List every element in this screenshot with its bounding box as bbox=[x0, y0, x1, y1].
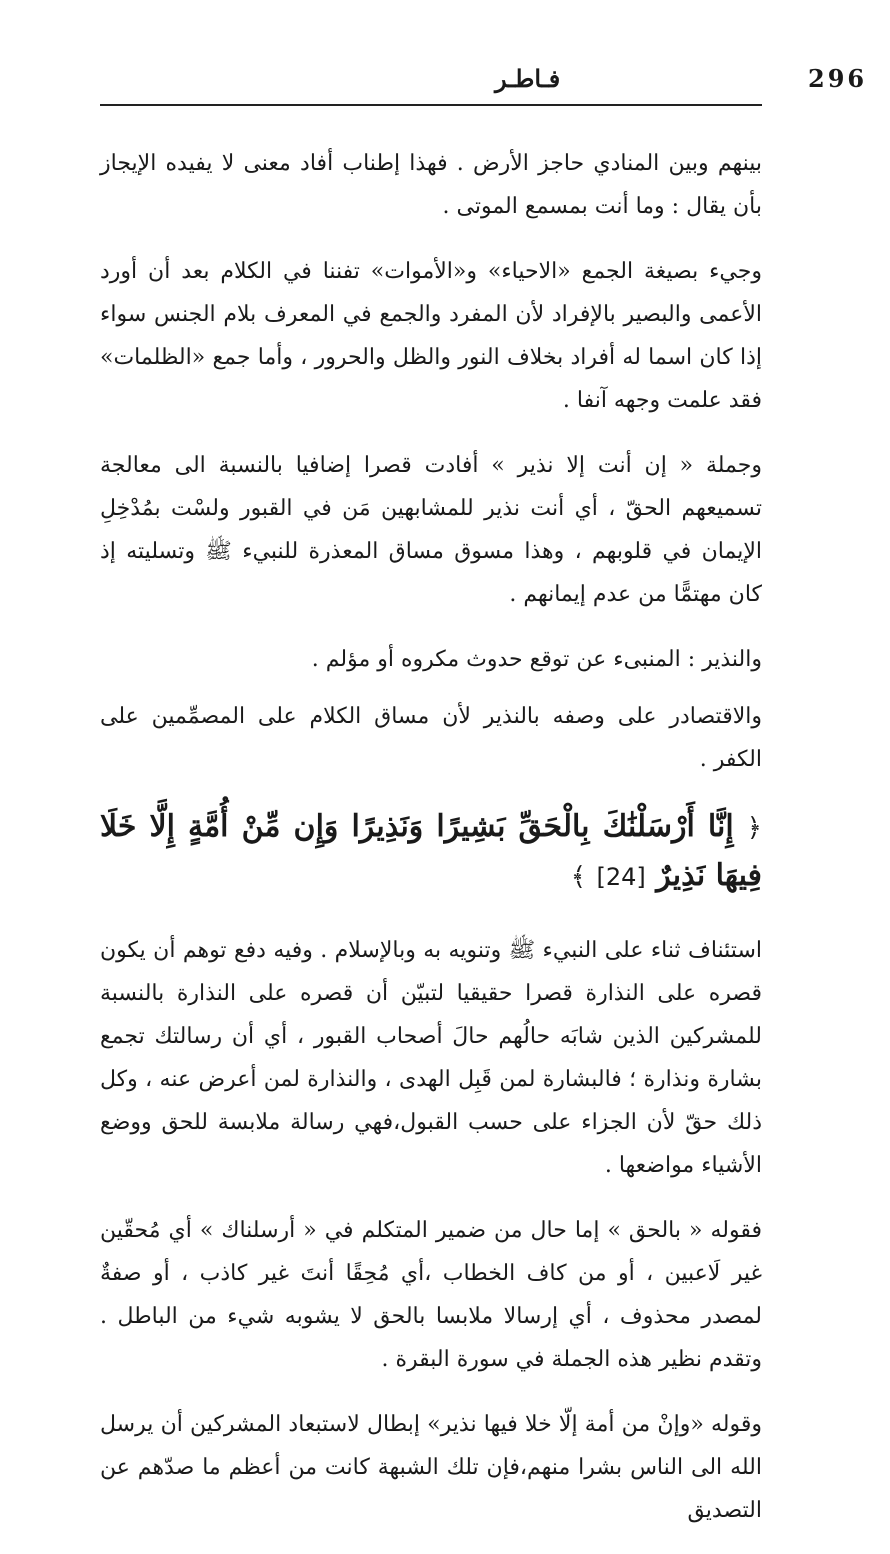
quran-verse bbox=[100, 803, 762, 901]
page-header bbox=[100, 58, 868, 106]
paragraph: وجيء بصيغة الجمع «الاحياء» و«الأموات» تفننا في الكلام بعد أن أورد الأعمى والبصير بالإفراد لأن المفرد والجمع في المعرف بلام الجنس سواء إذا كان اسما له أفراد بخلاف النور والظل والحرور ، وأما جمع «الظلمات» فقد علمت وجهه آنفا . bbox=[100, 259, 762, 413]
paragraph: استئناف ثناء على النبيء ﷺ وتنويه به وبالإسلام . وفيه دفع توهم أن يكون قصره على النذارة قصرا حقيقيا لتبيّن أن قصره على النذارة بالنسبة للمشركين الذين شابَه حالُهم حالَ أصحاب القبور ، أي أن رسالتك تجمع بشارة ونذارة ؛ فالبشارة لمن قَبِل الهدى ، والنذارة لمن أعرض عنه ، وكل ذلك حقّ لأن الجزاء على حسب القبول،فهي رسالة ملابسة للحق ووضع الأشياء مواضعها . bbox=[100, 938, 762, 1178]
verse-close-ornament: ﴾ bbox=[570, 862, 586, 892]
paragraph: والنذير : المنبىء عن توقع حدوث مكروه أو مؤلم . bbox=[311, 647, 762, 672]
page-body bbox=[100, 142, 762, 1554]
verse-text: إِنَّا أَرْسَلْنَٰكَ بِالْحَقِّ بَشِيرًا وَنَذِيرًا وَإِن مِّنْ أُمَّةٍ إِلَّا خَلَا فِيهَا نَذِيرٌ bbox=[100, 809, 762, 893]
paragraph: وجملة « إن أنت إلا نذير » أفادت قصرا إضافيا بالنسبة الى معالجة تسميعهم الحقّ ، أي أنت نذير للمشابهين مَن في القبور ولسْت بمُدْخِلِ الإيمان في قلوبهم ، وهذا مسوق مساق المعذرة للنبيء ﷺ وتسليته إذ كان مهتمًّا من عدم إيمانهم . bbox=[100, 453, 762, 607]
verse-number: [24] bbox=[596, 863, 646, 891]
surah-name: فـاطـر bbox=[495, 64, 561, 93]
verse-open-ornament: ﴿ bbox=[746, 813, 763, 843]
paragraph: فقوله « بالحق » إما حال من ضمير المتكلم في « أرسلناك » أي مُحقّين غير لَاعبين ، أو من كاف الخطاب ،أي مُحِقًا أنتَ غير كاذب ، أو صفةٌ لمصدر محذوف ، أي إرسالا ملابسا بالحق لا يشوبه شيء من الباطل . وتقدم نظير هذه الجملة في سورة البقرة . bbox=[100, 1218, 762, 1372]
paragraph: وقوله «وإنْ من أمة إلّا خلا فيها نذير» إبطال لاستبعاد المشركين أن يرسل الله الى الناس بشرا منهم،فإن تلك الشبهة كانت من أعظم ما صدّهم عن التصديق bbox=[100, 1412, 762, 1523]
page-number: 296 bbox=[808, 64, 868, 93]
paragraph: بينهم وبين المنادي حاجز الأرض . فهذا إطناب أفاد معنى لا يفيده الإيجاز بأن يقال : وما أنت بمسمع الموتى . bbox=[100, 151, 762, 219]
paragraph: والاقتصادر على وصفه بالنذير لأن مساق الكلام على المصمِّمين على الكفر . bbox=[100, 704, 762, 772]
